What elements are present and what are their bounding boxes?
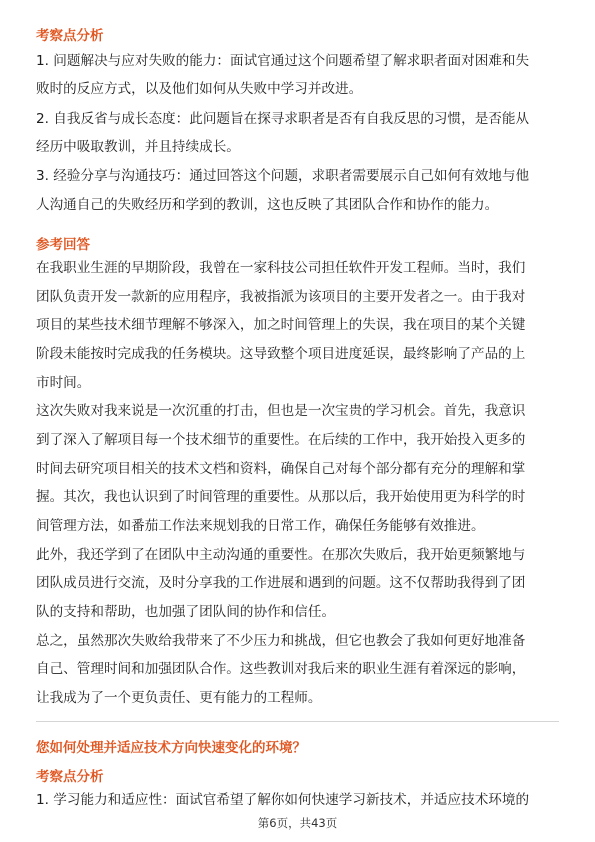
text-line: 1. 学习能力和适应性：面试官希望了解你如何快速学习新技术，并适应技术环境的	[36, 792, 530, 808]
section-divider	[36, 721, 559, 722]
text-line: 在我职业生涯的早期阶段，我曾在一家科技公司担任软件开发工程师。当时，我们	[36, 260, 526, 276]
text-line: 让我成为了一个更负责任、更有能力的工程师。	[36, 690, 322, 706]
text-line: 败时的反应方式，以及他们如何从失败中学习并改进。	[36, 81, 363, 97]
text-line: 经历中吸取教训，并且持续成长。	[36, 139, 240, 155]
text-line: 这次失败对我来说是一次沉重的打击，但也是一次宝贵的学习机会。首先，我意识	[36, 403, 526, 419]
text-line: 市时间。	[36, 375, 91, 391]
section-heading: 考察点分析	[36, 769, 104, 785]
text-line: 此外，我还学到了在团队中主动沟通的重要性。在那次失败后，我开始更频繁地与	[36, 547, 526, 563]
text-line: 间管理方法，如番茄工作法来规划我的日常工作，确保任务能够有效推进。	[36, 518, 485, 534]
section-heading: 考察点分析	[36, 28, 104, 44]
section-heading: 参考回答	[36, 237, 90, 253]
text-line: 自己、管理时间和加强团队合作。这些教训对我后来的职业生涯有着深远的影响，	[36, 661, 526, 677]
question-heading: 您如何处理并适应技术方向快速变化的环境？	[36, 740, 306, 756]
text-line: 团队负责开发一款新的应用程序，我被指派为该项目的主要开发者之一。由于我对	[36, 289, 526, 305]
text-line: 握。其次，我也认识到了时间管理的重要性。从那以后，我开始使用更为科学的时	[36, 489, 526, 505]
text-line: 3. 经验分享与沟通技巧：通过回答这个问题，求职者需要展示自己如何有效地与他	[36, 168, 530, 184]
text-line: 到了深入了解项目每一个技术细节的重要性。在后续的工作中，我开始投入更多的	[36, 432, 526, 448]
text-line: 2. 自我反省与成长态度：此问题旨在探寻求职者是否有自我反思的习惯，是否能从	[36, 111, 530, 127]
text-line: 团队成员进行交流，及时分享我的工作进展和遇到的问题。这不仅帮助我得到了团	[36, 575, 526, 591]
text-line: 人沟通自己的失败经历和学到的教训，这也反映了其团队合作和协作的能力。	[36, 197, 499, 213]
text-line: 项目的某些技术细节理解不够深入，加之时间管理上的失误，我在项目的某个关键	[36, 317, 526, 333]
page-number: 第6页，共43页	[257, 816, 338, 830]
text-line: 时间去研究项目相关的技术文档和资料，确保自己对每个部分都有充分的理解和掌	[36, 461, 526, 477]
text-line: 1. 问题解决与应对失败的能力：面试官通过这个问题希望了解求职者面对困难和失	[36, 53, 530, 69]
text-line: 总之，虽然那次失败给我带来了不少压力和挑战，但它也教会了我如何更好地准备	[36, 633, 526, 649]
text-line: 队的支持和帮助，也加强了团队间的协作和信任。	[36, 604, 336, 620]
text-line: 阶段未能按时完成我的任务模块。这导致整个项目进度延误，最终影响了产品的上	[36, 346, 526, 362]
